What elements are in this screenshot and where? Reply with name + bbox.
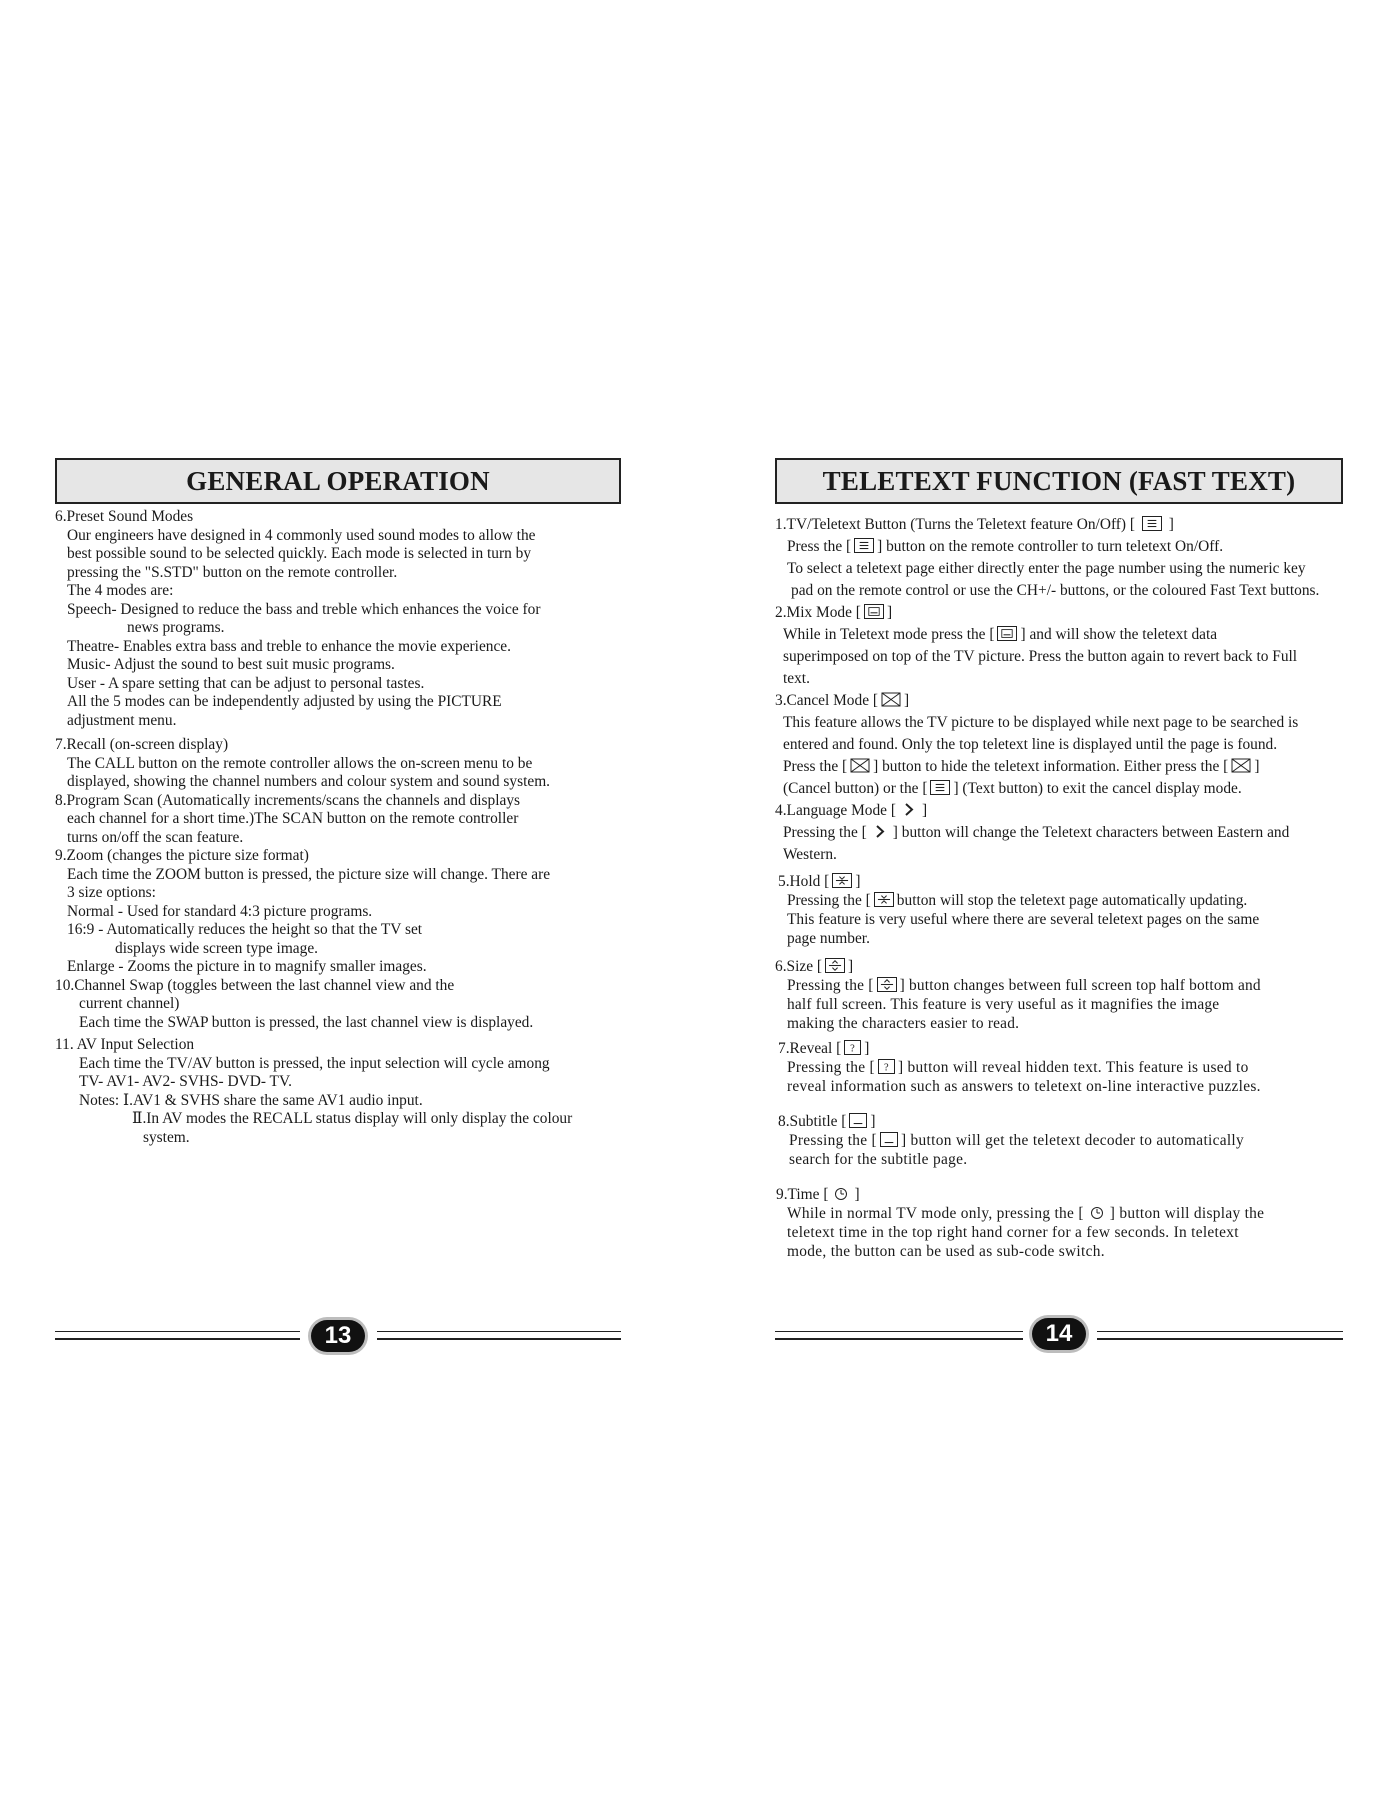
- text-line: User - A spare setting that can be adjust to personal tastes.: [67, 674, 425, 692]
- text-button-icon: [930, 780, 950, 795]
- footer-rule: [55, 1331, 300, 1340]
- text-fragment: 5.Hold [: [778, 873, 830, 890]
- text-line: 6.Preset Sound Modes: [55, 508, 194, 525]
- text-line: TV- AV1- AV2- SVHS- DVD- TV.: [79, 1073, 292, 1090]
- text-fragment: 7.Reveal [: [778, 1040, 842, 1057]
- bracket: ]: [921, 802, 928, 819]
- footer-rule: [377, 1331, 621, 1340]
- left-page-body: [55, 508, 572, 1147]
- text-line: news programs.: [127, 619, 225, 636]
- text-line: pressing the "S.STD" button on the remote controller.: [67, 563, 398, 581]
- svg-text:?: ?: [850, 1043, 856, 1054]
- text-line: The 4 modes are:: [67, 582, 174, 599]
- size-icon: [877, 977, 897, 992]
- text-line: mode, the button can be used as sub-code switch.: [787, 1243, 1105, 1260]
- text-fragment: Pressing the [: [789, 1132, 877, 1149]
- text-fragment: ] (Text button) to exit the cancel display mode.: [953, 780, 1242, 797]
- cancel-icon: [881, 692, 901, 707]
- right-page-footer: [775, 1320, 1345, 1350]
- text-fragment: ] button will get the teletext decoder to automatically: [900, 1132, 1245, 1149]
- text-line: displayed, showing the channel numbers and colour system and sound system.: [67, 773, 551, 790]
- text-line: Theatre- Enables extra bass and treble to enhance the movie experience.: [67, 637, 511, 655]
- reveal-icon: [844, 1040, 861, 1055]
- bracket: ]: [904, 692, 910, 709]
- text-fragment: While in normal TV mode only, pressing the [: [787, 1205, 1084, 1222]
- text-line: Music- Adjust the sound to best suit music programs.: [67, 656, 395, 673]
- cancel-icon: [1231, 758, 1251, 773]
- language-icon: [870, 824, 890, 839]
- text-line: pad on the remote control or use the CH+/- buttons, or the coloured Fast Text buttons.: [791, 582, 1320, 599]
- text-line: Enlarge - Zooms the picture in to magnify smaller images.: [67, 958, 427, 975]
- text-fragment: ] button will display the: [1109, 1205, 1265, 1222]
- text-line: page number.: [787, 930, 870, 947]
- text-line: Ⅱ.In AV modes the RECALL status display will only display the colour: [132, 1110, 573, 1127]
- cancel-icon: [850, 758, 870, 773]
- subtitle-icon: [849, 1113, 867, 1128]
- right-page-body: [775, 514, 1319, 1261]
- text-line: reveal information such as answers to teletext on-line interactive puzzles.: [787, 1078, 1261, 1095]
- text-line: 1.TV/Teletext Button (Turns the Teletext feature On/Off) [: [775, 516, 1136, 533]
- svg-text:?: ?: [884, 1062, 889, 1073]
- text-line: 11. AV Input Selection: [55, 1036, 195, 1053]
- mix-icon: [997, 626, 1017, 641]
- text-line: text.: [783, 670, 810, 687]
- clock-icon: [1087, 1205, 1107, 1220]
- text-line: adjustment menu.: [67, 711, 177, 729]
- text-line: All the 5 modes can be independently adjusted by using the PICTURE: [67, 693, 502, 710]
- mix-icon: [864, 604, 884, 619]
- bracket: ]: [848, 958, 854, 975]
- reveal-icon: [878, 1059, 895, 1074]
- text-line: The CALL button on the remote controller allows the on-screen menu to be: [67, 754, 533, 772]
- bracket: ]: [1168, 516, 1174, 533]
- text-fragment: Pressing the [: [783, 824, 867, 841]
- text-line: turns on/off the scan feature.: [67, 828, 244, 846]
- language-icon: [899, 802, 919, 817]
- page-number-badge: 14: [1032, 1318, 1086, 1350]
- text-fragment: ] button on the remote controller to turn teletext On/Off.: [877, 538, 1224, 555]
- text-line: teletext time in the top right hand corner for a few seconds. In teletext: [787, 1224, 1239, 1241]
- page-number-badge: 13: [311, 1320, 365, 1352]
- hold-icon: [874, 892, 894, 907]
- text-line: 3 size options:: [67, 884, 156, 901]
- text-fragment: 8.Subtitle [: [778, 1113, 847, 1130]
- text-line: 8.Program Scan (Automatically increments/scans the channels and displays: [55, 791, 521, 809]
- text-fragment: 3.Cancel Mode [: [775, 692, 878, 709]
- footer-rule: [1097, 1331, 1343, 1340]
- bracket: ]: [864, 1040, 870, 1057]
- text-line: Each time the SWAP button is pressed, the last channel view is displayed.: [79, 1013, 534, 1031]
- text-fragment: 6.Size [: [775, 958, 823, 975]
- left-page-footer: [55, 1320, 621, 1350]
- text-line: 7.Recall (on-screen display): [55, 736, 229, 753]
- text-line: Western.: [783, 846, 837, 863]
- bracket: ]: [855, 873, 861, 890]
- text-fragment: Pressing the [: [787, 892, 871, 909]
- bracket: ]: [870, 1113, 876, 1130]
- text-fragment: 2.Mix Mode [: [775, 604, 861, 621]
- text-button-icon: [854, 538, 874, 553]
- clock-icon: [831, 1186, 851, 1201]
- text-line: entered and found. Only the top teletext line is displayed until the page is found.: [783, 736, 1278, 753]
- text-fragment: ] button changes between full screen top half bottom and: [899, 977, 1261, 994]
- text-fragment: ] button to hide the teletext information. Either press the [: [873, 758, 1229, 775]
- text-fragment: button will stop the teletext page automatically updating.: [896, 892, 1248, 909]
- text-line: Each time the TV/AV button is pressed, the input selection will cycle among: [79, 1054, 550, 1072]
- right-page-title: TELETEXT FUNCTION (FAST TEXT): [775, 458, 1343, 504]
- text-line: This feature allows the TV picture to be displayed while next page to be searched is: [783, 714, 1299, 731]
- text-fragment: Press the [: [787, 538, 852, 555]
- text-line: best possible sound to be selected quickly. Each mode is selected in turn by: [67, 545, 532, 562]
- left-page-title: GENERAL OPERATION: [55, 458, 621, 504]
- text-line: current channel): [79, 995, 180, 1012]
- text-fragment: ] button will reveal hidden text. This feature is used to: [897, 1059, 1249, 1076]
- bracket: ]: [1254, 758, 1260, 775]
- text-line: Normal - Used for standard 4:3 picture programs.: [67, 902, 373, 920]
- text-line: search for the subtitle page.: [789, 1151, 968, 1168]
- bracket: ]: [886, 604, 893, 621]
- text-line: This feature is very useful where there are several teletext pages on the same: [787, 911, 1260, 928]
- subtitle-icon: [880, 1132, 898, 1147]
- text-fragment: Pressing the [: [787, 977, 874, 994]
- footer-rule: [775, 1331, 1023, 1340]
- text-line: Our engineers have designed in 4 commonly used sound modes to allow the: [67, 526, 536, 544]
- text-line: Notes: Ⅰ.AV1 & SVHS share the same AV1 audio input.: [79, 1091, 423, 1109]
- text-line: each channel for a short time.)The SCAN button on the remote controller: [67, 810, 519, 827]
- size-icon: [825, 958, 845, 973]
- text-fragment: 4.Language Mode [: [775, 802, 896, 819]
- text-line: half full screen. This feature is very useful as it magnifies the image: [787, 996, 1220, 1013]
- text-line: Speech- Designed to reduce the bass and treble which enhances the voice for: [67, 600, 541, 618]
- text-line: To select a teletext page either directly enter the page number using the numeric key: [787, 560, 1306, 577]
- text-line: displays wide screen type image.: [115, 939, 319, 957]
- text-line: making the characters easier to read.: [787, 1015, 1020, 1032]
- bracket: ]: [854, 1186, 860, 1203]
- text-line: superimposed on top of the TV picture. Press the button again to revert back to Full: [783, 648, 1298, 665]
- text-fragment: 9.Time [: [776, 1186, 829, 1203]
- text-line: Each time the ZOOM button is pressed, the picture size will change. There are: [67, 865, 551, 883]
- text-fragment: Pressing the [: [787, 1059, 875, 1076]
- text-line: 9.Zoom (changes the picture size format): [55, 847, 309, 864]
- text-fragment: Press the [: [783, 758, 848, 775]
- text-line: system.: [143, 1128, 190, 1146]
- text-fragment: ] button will change the Teletext characters between Eastern and: [892, 824, 1290, 841]
- text-fragment: (Cancel button) or the [: [783, 780, 928, 797]
- text-fragment: ] and will show the teletext data: [1020, 626, 1218, 643]
- text-line: 10.Channel Swap (toggles between the last channel view and the: [55, 976, 455, 994]
- text-fragment: While in Teletext mode press the [: [783, 626, 995, 643]
- hold-icon: [832, 873, 852, 888]
- text-button-icon: [1142, 516, 1162, 531]
- text-line: 16:9 - Automatically reduces the height so that the TV set: [67, 921, 423, 938]
